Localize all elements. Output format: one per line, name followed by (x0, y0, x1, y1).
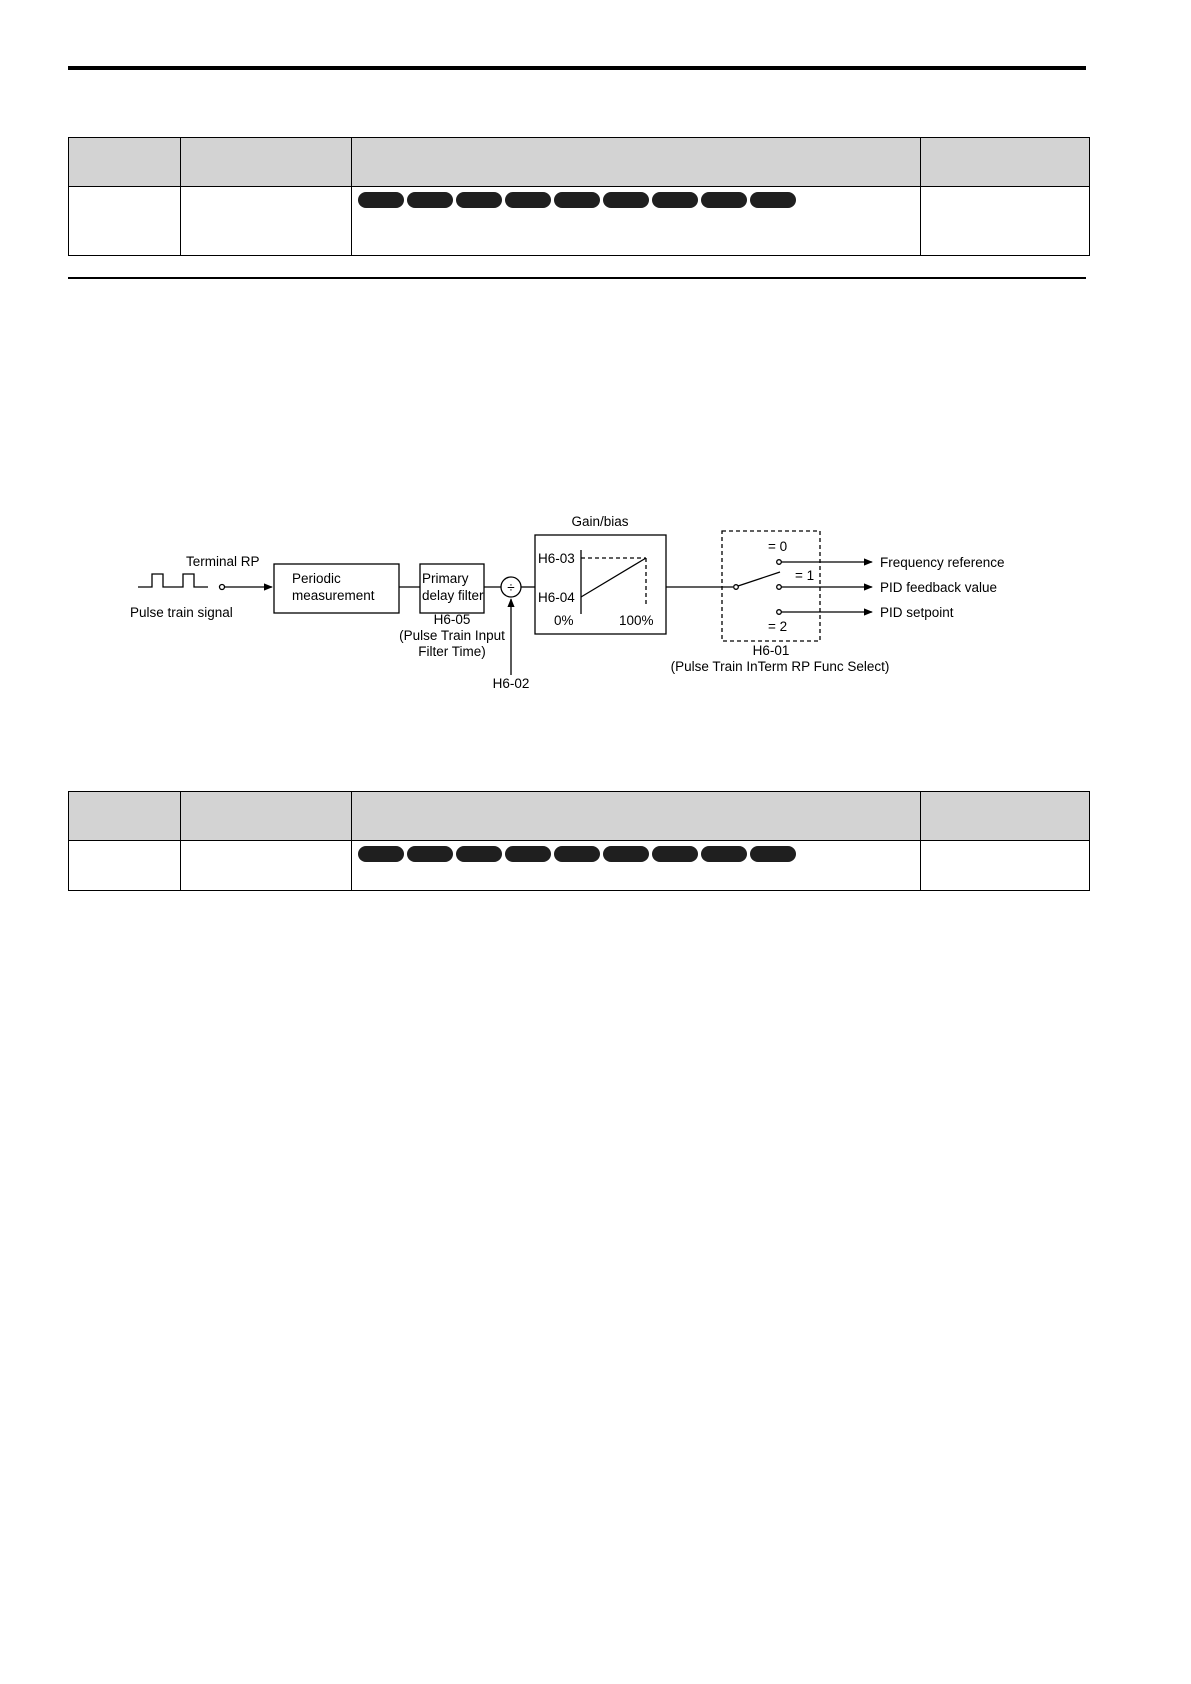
control-mode-badges (352, 187, 920, 208)
cell-no (69, 187, 181, 256)
cell-name (181, 841, 352, 891)
cell-name (181, 187, 352, 256)
filter-param-label: H6-05 (433, 612, 471, 627)
header-cell-description (352, 138, 921, 187)
output-pid-feedback: PID feedback value (880, 580, 998, 595)
header-cell-default (921, 138, 1090, 187)
switch-param-label: H6-01 (752, 643, 790, 658)
header-cell-description (352, 792, 921, 841)
gain-param-label: H6-03 (538, 551, 575, 566)
periodic-label-1: Periodic (292, 571, 341, 586)
header-cell-default (921, 792, 1090, 841)
cell-description (352, 841, 921, 891)
filter-label-2: delay filter (422, 588, 484, 603)
control-mode-badge (358, 846, 404, 862)
pulse-waveform (138, 574, 208, 587)
cell-default (921, 187, 1090, 256)
control-mode-badge (554, 192, 600, 208)
terminal-rp-dot (220, 585, 225, 590)
cell-default (921, 841, 1090, 891)
control-mode-badge (652, 192, 698, 208)
control-mode-badge (652, 846, 698, 862)
control-mode-badge (456, 846, 502, 862)
table-header-row (69, 792, 1090, 841)
control-mode-badge (456, 192, 502, 208)
table-row (69, 841, 1090, 891)
parameter-table-1 (68, 137, 1090, 256)
bias-param-label: H6-04 (538, 590, 575, 605)
divider-param-label: H6-02 (492, 676, 530, 690)
control-mode-badge (603, 192, 649, 208)
divide-symbol: ÷ (507, 580, 515, 595)
control-mode-badge (701, 846, 747, 862)
pulse-train-block-diagram (120, 510, 1040, 690)
output-frequency-reference: Frequency reference (880, 555, 1005, 570)
control-mode-badges (352, 841, 920, 862)
control-mode-badge (505, 846, 551, 862)
gain-bias-title: Gain/bias (571, 514, 629, 529)
control-mode-badge (750, 192, 796, 208)
axis-min-label: 0% (554, 613, 574, 628)
control-mode-badge (407, 192, 453, 208)
header-cell-no (69, 792, 181, 841)
header-cell-name (181, 792, 352, 841)
control-mode-badge (701, 192, 747, 208)
filter-desc-label-2: Filter Time) (418, 644, 486, 659)
control-mode-badge (554, 846, 600, 862)
control-mode-badge (358, 192, 404, 208)
table-row (69, 187, 1090, 256)
terminal-rp-label: Terminal RP (186, 554, 260, 569)
parameter-table-2 (68, 791, 1090, 891)
periodic-label-2: measurement (292, 588, 375, 603)
filter-label-1: Primary (422, 571, 469, 586)
switch-desc-label: (Pulse Train InTerm RP Func Select) (670, 659, 890, 674)
cell-description (352, 187, 921, 256)
select-0-label: = 0 (768, 539, 788, 554)
control-mode-badge (750, 846, 796, 862)
control-mode-badge (603, 846, 649, 862)
select-2-label: = 2 (768, 619, 788, 634)
header-cell-no (69, 138, 181, 187)
table-header-row (69, 138, 1090, 187)
control-mode-badge (407, 846, 453, 862)
section-rule (68, 277, 1086, 279)
pulse-train-label: Pulse train signal (130, 605, 233, 620)
header-rule (68, 66, 1086, 70)
control-mode-badge (505, 192, 551, 208)
filter-desc-label-1: (Pulse Train Input (399, 628, 505, 643)
output-pid-setpoint: PID setpoint (880, 605, 954, 620)
cell-no (69, 841, 181, 891)
header-cell-name (181, 138, 352, 187)
axis-max-label: 100% (619, 613, 654, 628)
select-1-label: = 1 (795, 568, 815, 583)
